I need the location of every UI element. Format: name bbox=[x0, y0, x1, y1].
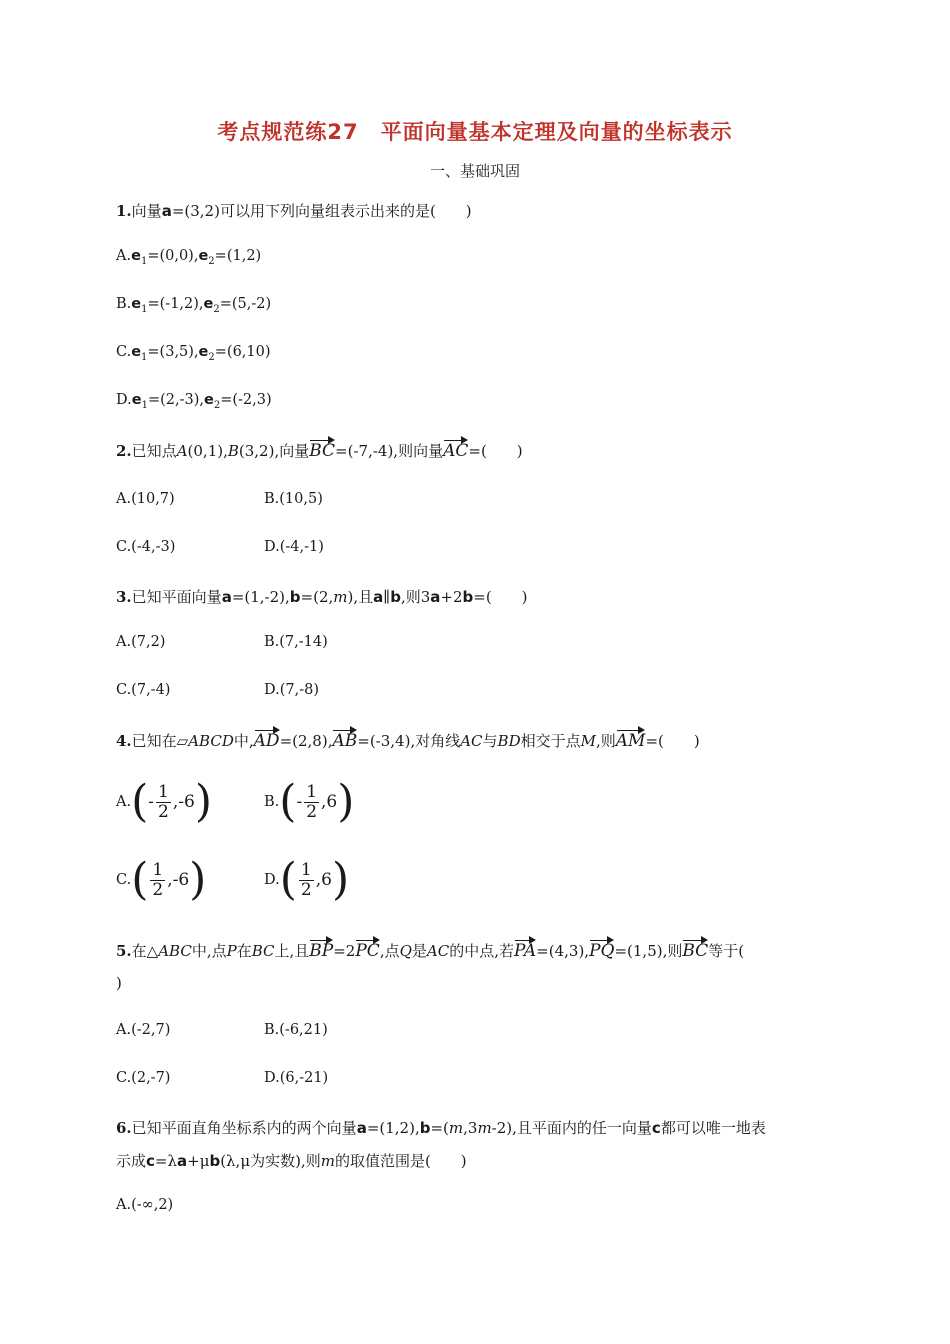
vector-pc: PC bbox=[355, 941, 380, 961]
vector-bp: BP bbox=[309, 941, 334, 961]
vector-bc: BC bbox=[682, 941, 709, 961]
section-heading: 一、基础巩固 bbox=[429, 162, 520, 180]
q3-option-a[interactable]: A.(7,2) bbox=[116, 634, 166, 650]
question-1: 1.向量a=(3,2)可以用下列向量组表示出来的是( ) bbox=[116, 202, 472, 220]
vector-ad: AD bbox=[253, 731, 280, 751]
question-3: 3.已知平面向量a=(1,-2),b=(2,m),且a∥b,则3a+2b=( ) bbox=[116, 588, 528, 606]
q3-option-c[interactable]: C.(7,-4) bbox=[116, 682, 171, 698]
q5-option-d[interactable]: D.(6,-21) bbox=[264, 1070, 329, 1086]
q4-option-b[interactable]: B.(- $\frac{1}{2}$ ,6) bbox=[264, 776, 355, 827]
question-6-continued: 示成c=λa+μb(λ,μ为实数),则m的取值范围是( ) bbox=[116, 1152, 467, 1170]
q3-option-b[interactable]: B.(7,-14) bbox=[264, 634, 328, 650]
question-5-continued: ) bbox=[116, 974, 122, 992]
q5-option-a[interactable]: A.(-2,7) bbox=[116, 1022, 171, 1038]
question-4: 4.已知在▱ABCD中,AD=(2,8),AB=(-3,4),对角线AC与BD相交于点M,则AM=( ) bbox=[116, 731, 700, 751]
vector-pa: PA bbox=[514, 941, 537, 961]
fraction: $\frac{1}{2}$ bbox=[300, 859, 312, 900]
q2-option-c[interactable]: C.(-4,-3) bbox=[116, 539, 176, 555]
q5-option-c[interactable]: C.(2,-7) bbox=[116, 1070, 171, 1086]
vector-am: AM bbox=[615, 731, 646, 751]
fraction: $\frac{1}{2}$ bbox=[306, 781, 318, 822]
fraction: $\frac{1}{2}$ bbox=[158, 781, 169, 822]
q1-option-a[interactable]: $A.e_1=(0,0),e_2=(1,2)$ bbox=[116, 248, 262, 267]
fraction: $\frac{1}{2}$ bbox=[152, 859, 164, 900]
vector-ab: AB bbox=[332, 731, 358, 751]
q3-option-d[interactable]: D.(7,-8) bbox=[264, 682, 319, 698]
vector-ac: AC bbox=[443, 441, 469, 461]
q1-option-b[interactable]: $B.e_1=(-1,2),e_2=(5,-2)$ bbox=[116, 296, 272, 315]
question-2: 2.已知点A(0,1),B(3,2),向量BC=(-7,-4),则向量AC=( ) bbox=[116, 441, 523, 461]
q2-option-a[interactable]: A.(10,7) bbox=[116, 491, 175, 507]
q4-option-c[interactable]: C.( $\frac{1}{2}$ ,-6) bbox=[116, 854, 207, 905]
question-5: 5.在△ABC中,点P在BC上,且BP=2PC,点Q是AC的中点,若PA=(4,3),PQ=(1,5),则BC等于( bbox=[116, 941, 745, 961]
q2-option-b[interactable]: B.(10,5) bbox=[264, 491, 323, 507]
vector-pq: PQ bbox=[589, 941, 615, 961]
q1-option-c[interactable]: $C.e_1=(3,5),e_2=(6,10)$ bbox=[116, 344, 271, 363]
q6-option-a[interactable]: A.(-∞,2) bbox=[116, 1197, 174, 1213]
vector-bc: BC bbox=[309, 441, 336, 461]
q4-option-d[interactable]: D.( $\frac{1}{2}$ ,6) bbox=[264, 854, 350, 905]
q4-option-a[interactable]: A.(- $\frac{1}{2}$ ,-6) bbox=[116, 776, 212, 827]
question-6: 6.已知平面直角坐标系内的两个向量a=(1,2),b=(m,3m-2),且平面内的任一向量c都可以唯一地表 bbox=[116, 1119, 766, 1137]
q1-option-d[interactable]: $D.e_1=(2,-3),e_2=(-2,3)$ bbox=[116, 392, 272, 411]
q5-option-b[interactable]: B.(-6,21) bbox=[264, 1022, 328, 1038]
q2-option-d[interactable]: D.(-4,-1) bbox=[264, 539, 324, 555]
page-title: 考点规范练27 平面向量基本定理及向量的坐标表示 bbox=[217, 120, 733, 144]
